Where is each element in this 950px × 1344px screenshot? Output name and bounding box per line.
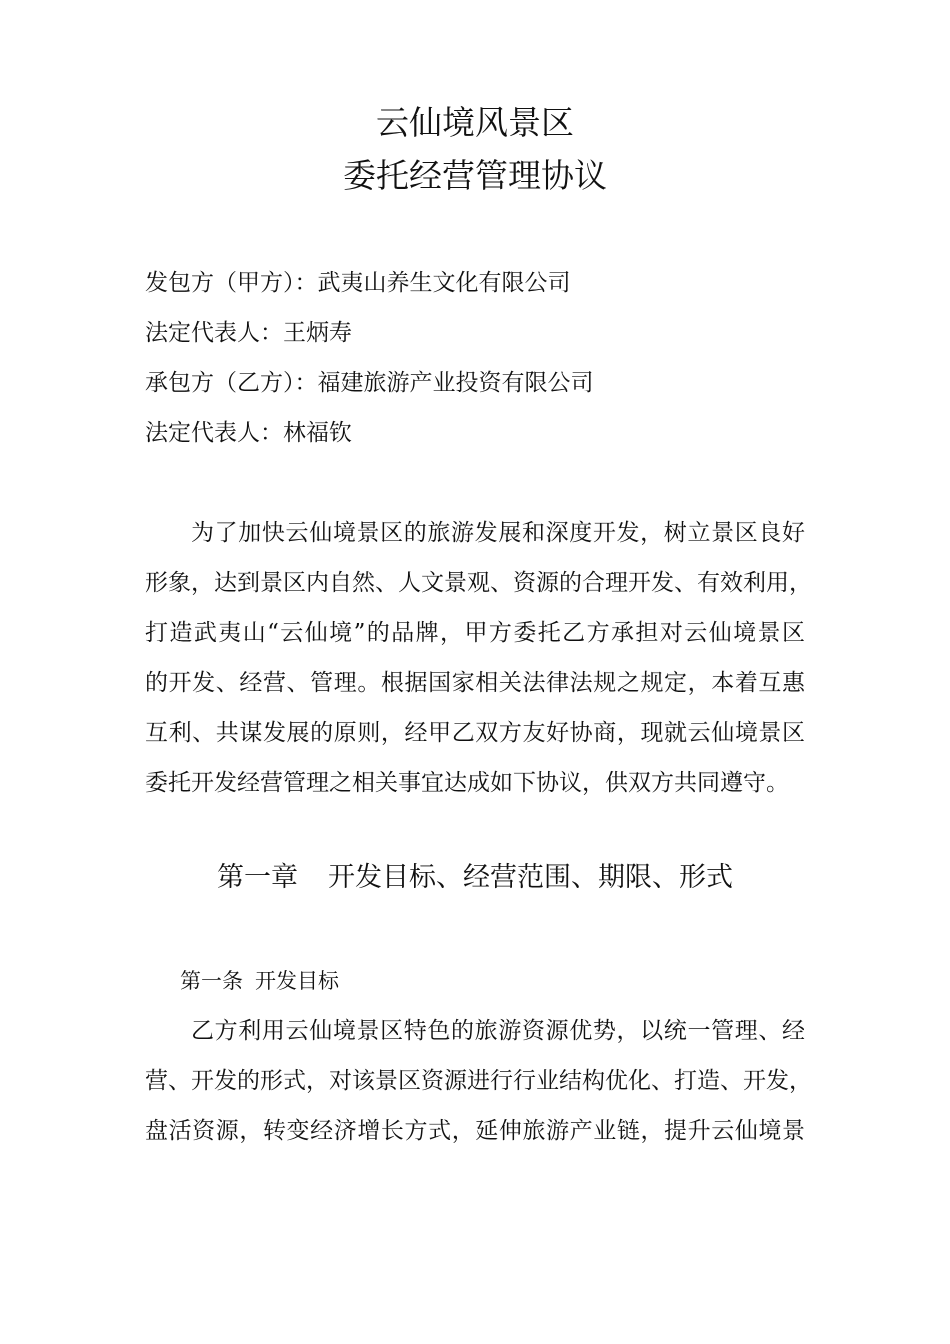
- chapter-number: 第一章: [217, 862, 298, 893]
- preamble-line: 打造武夷山“云仙境”的品牌，甲方委托乙方承担对云仙境景区: [145, 620, 805, 646]
- preamble-line: 的开发、经营、管理。根据国家相关法律法规之规定，本着互惠: [145, 670, 805, 696]
- article-line: 营、开发的形式，对该景区资源进行行业结构优化、打造、开发，: [145, 1068, 812, 1094]
- preamble-line: 委托开发经营管理之相关事宜达成如下协议，供双方共同遵守。: [145, 770, 789, 796]
- party-a: 发包方（甲方）：武夷山养生文化有限公司: [145, 270, 571, 296]
- preamble-line: 形象，达到景区内自然、人文景观、资源的合理开发、有效利用，: [145, 570, 812, 596]
- preamble-line: 为了加快云仙境景区的旅游发展和深度开发，树立景区良好: [191, 520, 805, 546]
- preamble-line: 互利、共谋发展的原则，经甲乙双方友好协商，现就云仙境景区: [145, 720, 805, 746]
- party-a-representative: 法定代表人：王炳寿: [145, 320, 352, 346]
- document-subtitle: 委托经营管理协议: [343, 156, 607, 195]
- article-number: 第一条: [180, 969, 243, 993]
- article-title: 开发目标: [255, 969, 339, 993]
- chapter-title: 开发目标、经营范围、期限、形式: [328, 862, 733, 893]
- article-line: 盘活资源，转变经济增长方式，延伸旅游产业链，提升云仙境景: [145, 1118, 805, 1144]
- chapter-heading: [0, 861, 950, 895]
- article-heading: [180, 967, 339, 995]
- article-line: 乙方利用云仙境景区特色的旅游资源优势，以统一管理、经: [191, 1018, 805, 1044]
- document-title: 云仙境风景区: [376, 103, 574, 142]
- party-b: 承包方（乙方）：福建旅游产业投资有限公司: [145, 370, 594, 396]
- party-b-representative: 法定代表人：林福钦: [145, 420, 352, 446]
